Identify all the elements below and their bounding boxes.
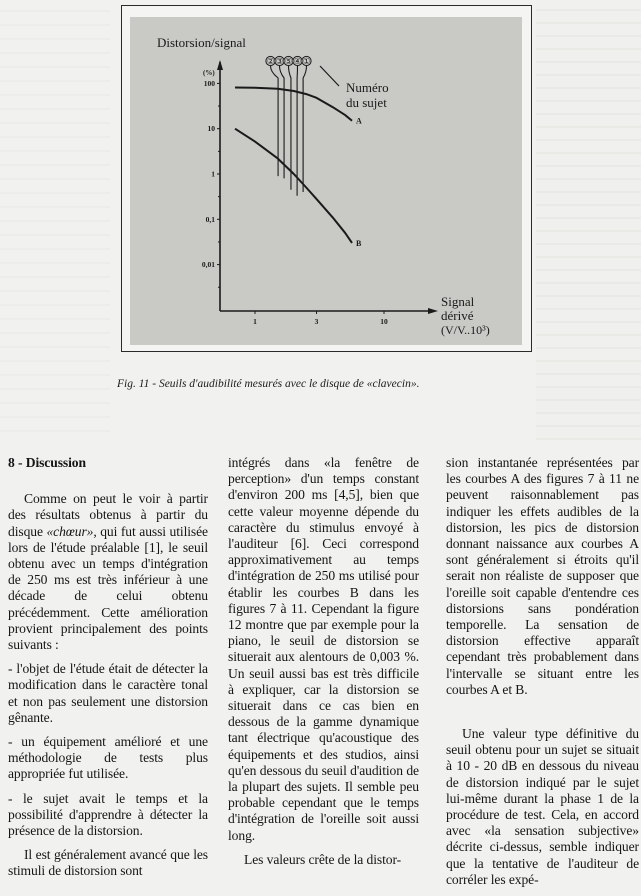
y-tick-label: 100: [204, 79, 216, 88]
paragraph: Une valeur type définitive du seuil obtenu pour un sujet se situait à 10 - 20 dB en dessous du niveau de distorsion indiqué par le sujet lui-même durant la phase 1 de la procédure de test. Cela, en accord avec «la sensation subjective» décrite ci-dessus, semble indiquer que la tentative de l'auditeur de corréler les expé-: [446, 726, 639, 888]
subject-number: ②: [267, 56, 275, 66]
section-heading: 8 - Discussion: [8, 455, 208, 471]
curves: [235, 88, 362, 248]
curve-label-a: A: [356, 117, 362, 126]
subject-line: [303, 66, 306, 192]
callout-label-line-1: Numéro: [346, 80, 389, 95]
paragraph: Comme on peut le voir à partir des résultats obtenus à partir du disque «chœur», qui fut aussi utilisée lors de l'étude préalable [1], le seuil obtenu avec un temps d'intégration de 250 ms est très inférieur à une décade de celui obtenu précédemment. Cette amélioration provient principalement des points suivants :: [8, 491, 208, 653]
paragraph: sion instantanée représentées par les courbes A des figures 7 à 11 ne peuvent raisonnablement pas indiquer les effets audibles de la distorsion, les pics de distorsion donnant naissance aux courbes A sont généralement si étroits qu'il serait non réaliste de supposer que l'oreille soit capable d'entendre ces distorsions sans pondération temporelle. La sensation de distorsion effective apparaît cependant très probablement dans l'intervalle se situant entre les courbes A et B.: [446, 455, 639, 698]
curve-b: [235, 129, 352, 243]
article-column-3: [446, 455, 639, 896]
bullet-paragraph: - un équipement amélioré et une méthodologie de tests plus appropriée fut utilisée.: [8, 734, 208, 783]
bullet-paragraph: - le sujet avait le temps et la possibilité d'apprendre à détecter la présence de la distorsion.: [8, 791, 208, 840]
y-tick-label: 1: [211, 170, 215, 179]
bullet-paragraph: - l'objet de l'étude était de détecter la modification dans le caractère tonal et non pas seulement une distorsion gênante.: [8, 661, 208, 726]
x-axis-title-line-1: Signal: [441, 294, 475, 309]
subject-callout: [320, 66, 389, 110]
article-column-2: [228, 455, 419, 876]
figure-caption: Fig. 11 - Seuils d'audibilité mesurés avec le disque de «clavecin».: [117, 378, 537, 390]
axes: [217, 60, 438, 314]
emphasis: «chœur»: [46, 524, 93, 539]
distortion-threshold-chart: [0, 0, 641, 380]
subject-number: ⑤: [285, 56, 293, 66]
article-column-1: [8, 455, 208, 888]
x-tick-label: 10: [380, 317, 388, 326]
subject-number: ④: [294, 56, 302, 66]
subject-line: [271, 66, 279, 176]
paragraph: Il est généralement avancé que les stimuli de distorsion sont: [8, 847, 208, 879]
y-tick-label: 0,1: [206, 215, 216, 224]
subject-number: ①: [303, 56, 311, 66]
y-tick-label: 0,01: [202, 260, 215, 269]
callout-leader-line: [320, 66, 339, 86]
y-axis-arrow: [217, 60, 223, 70]
paragraph: intégrés dans «la fenêtre de perception» d'un temps constant d'environ 200 ms [4,5], bien que cette valeur moyenne dépende du caractère du stimulus envoyé à l'auditeur [6]. Ceci correspond approximativement au temps d'intégration de 250 ms utilisé pour établir les courbes B dans les figures 7 à 11. Cependant la figure 12 montre que par exemple pour la piano, le seuil de distorsion se situerait aux alentours de 0,003 %. Un seuil aussi bas est très difficile à expliquer, car la distorsion se situerait dans ce cas bien en dessous de la gamme dynamique tant électrique qu'acoustique des équipements et des studios, ainsi qu'en dessous du seuil d'audition de la plupart des sujets. Il semble peu probable cependant que le temps d'intégration de l'oreille soit aussi long.: [228, 455, 419, 844]
x-axis-title-line-3: (V/V..10³): [441, 323, 490, 337]
x-axis-arrow: [428, 308, 438, 314]
subject-threshold-lines: [266, 56, 311, 196]
curve-label-b: B: [356, 239, 362, 248]
x-axis-title-line-2: dérivé: [441, 308, 474, 323]
x-tick-label: 3: [315, 317, 319, 326]
y-tick-label: 10: [208, 124, 216, 133]
x-tick-label: 1: [253, 317, 257, 326]
subject-number: ③: [276, 56, 284, 66]
curve-a: [235, 88, 352, 121]
y-axis-title: Distorsion/signal: [157, 35, 246, 50]
paragraph: Les valeurs crête de la distor-: [228, 852, 419, 868]
y-axis-unit: (%): [203, 69, 215, 77]
callout-label-line-2: du sujet: [346, 95, 387, 110]
